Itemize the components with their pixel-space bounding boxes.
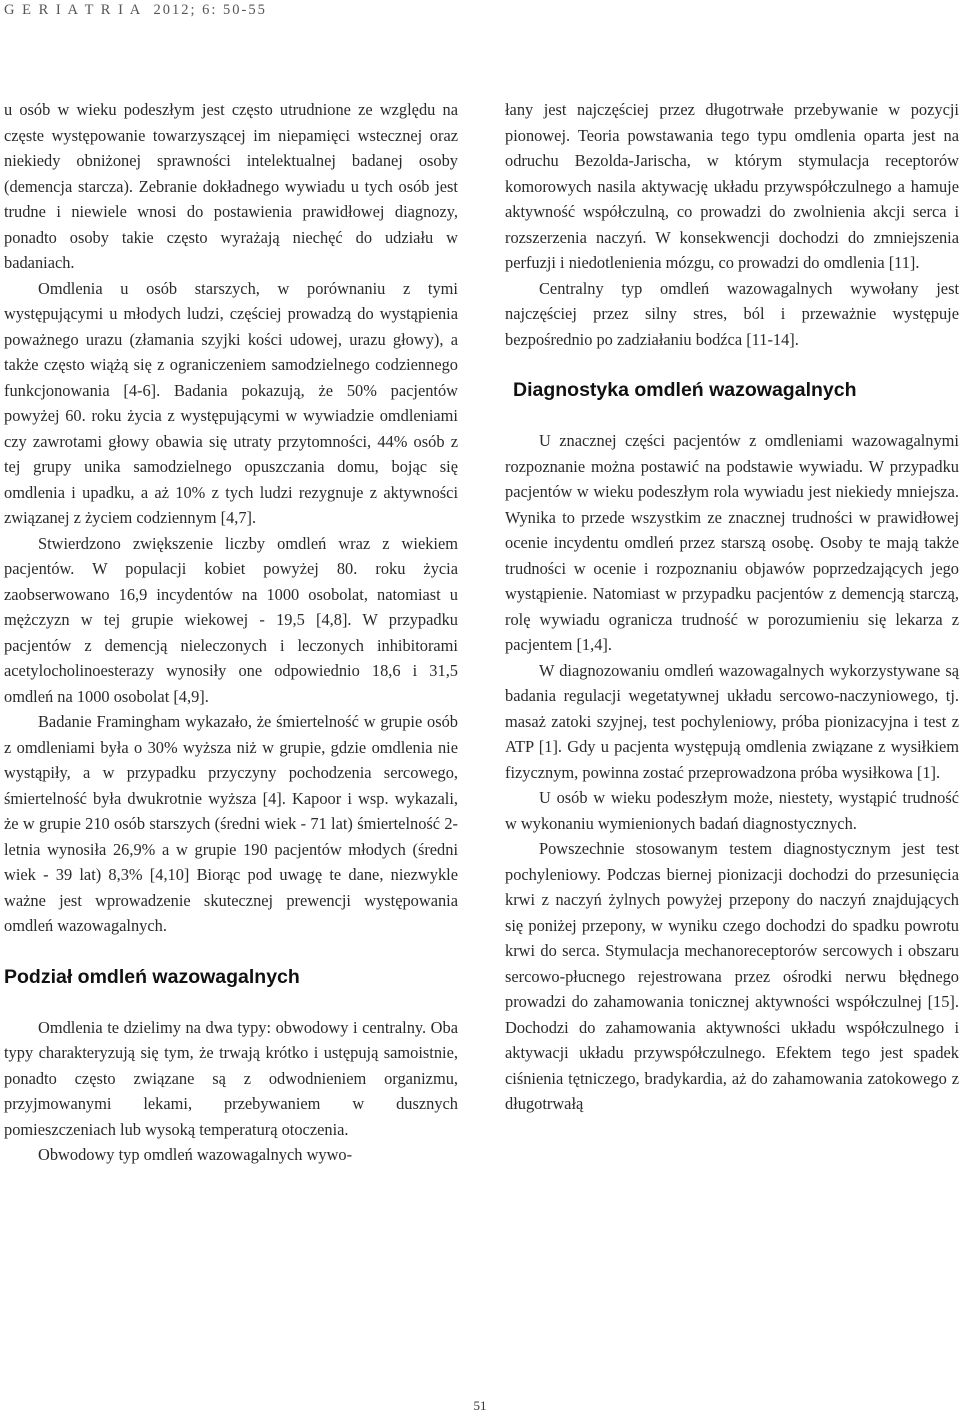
left-paragraph-3: Stwierdzono zwiększenie liczby omdleń wraz z wiekiem pacjentów. W populacji kobiet powyżej 80. roku życia zaobserwowano 16,9 incydentów na 1000 osobolat, natomiast u mężczyzn w tej grupie wiekowej - 19,5 [4,8]. W przypadku pacjentów z demencją nieleczonych i leczonych inhibitorami acetylocholinoesterazy wynosiły one odpowiednio 18,6 i 31,5 omdleń na 1000 osobolat [4,9]. xyxy=(4,533,458,706)
right-paragraph-2: Centralny typ omdleń wazowagalnych wywołany jest najczęściej przez silny stres, ból i przeważnie występuje bezpośrednio po zadziałaniu bodźca [11-14]. xyxy=(505,278,959,349)
section-heading-classification: Podział omdleń wazowagalnych xyxy=(4,965,300,988)
right-paragraph-6: Powszechnie stosowanym testem diagnostycznym jest test pochyleniowy. Podczas biernej pionizacji dochodzi do przesunięcia krwi z naczyń żylnych powyżej przepony do naczyń znajdujących się poniżej przepony, w wyniku czego dochodzi do spadku powrotu krwi do serca. Stymulacja mechanoreceptorów sercowych i obszaru sercowo-płucnego rejestrowana przez ośrodki nerwu błędnego prowadzi do zahamowania tonicznej aktywności współczulnej [15]. Dochodzi do zahamowania aktywności układu współczulnego i aktywacji układu przywspółczulnego. Efektem tego jest spadek ciśnienia tętniczego, bradykardia, aż do zahamowania zatokowego z długotrwałą xyxy=(505,839,959,1113)
right-paragraph-3: U znacznej części pacjentów z omdleniami wazowagalnymi rozpoznanie można postawić na podstawie wywiadu. W przypadku pacjentów w wieku podeszłym rola wywiadu jest niekiedy mniejsza. Wynika to przede wszystkim ze znacznej trudności w prawidłowej ocenie incydentu omdleń przez starszą osobę. Osoby te mają także trudności w ocenie i rozpoznaniu objawów poprzedzających jego wystąpienie. Natomiast w przypadku pacjentów z demencją starczą, rolę wywiadu ogranicza trudność w porozumieniu się lekarza z pacjentem [1,4]. xyxy=(505,431,959,654)
left-paragraph-5: Omdlenia te dzielimy na dwa typy: obwodowy i centralny. Oba typy charakteryzują się tym, że trwają krótko i ustępują samoistnie, ponadto często związane są z odwodnieniem organizmu, przyjmowanymi lekami, przebywaniem w dusznych pomieszczeniach lub wysoką temperaturą otoczenia. xyxy=(4,1017,458,1139)
right-paragraph-1: łany jest najczęściej przez długotrwałe przebywanie w pozycji pionowej. Teoria powstawania tego typu omdlenia oparta jest na odruchu Bezolda-Jarischa, w którym stymulacja receptorów komorowych nasila aktywację układu przywspółczulnego a hamuje aktywność współczulną, co prowadzi do zwolnienia akcji serca i rozszerzenia naczyń. W konsekwencji dochodzi do zmniejszenia perfuzji i niedotlenienia mózgu, co prowadzi do omdlenia [11]. xyxy=(505,100,959,272)
left-paragraph-2: Omdlenia u osób starszych, w porównaniu z tymi występującymi u młodych ludzi, częściej prowadzą do wystąpienia poważnego urazu (złamania szyjki kości udowej, urazu głowy), a także często wiążą się z ograniczeniem samodzielnego codziennego funkcjonowania [4-6]. Badania pokazują, że 50% pacjentów powyżej 60. roku życia z występującymi w wywiadzie omdleniami czy zawrotami głowy obawia się utraty przytomności, 44% osób z tej grupy unika samodzielnego opuszczania domu, bojąc się omdlenia i upadku, a aż 10% z tych ludzi rezygnuje z aktywności związanej z życiem codziennym [4,7]. xyxy=(4,278,458,527)
running-head xyxy=(4,0,267,20)
journal-name: G E R I A T R I A xyxy=(4,2,143,18)
page-number: 51 xyxy=(473,1398,487,1413)
right-column xyxy=(505,97,959,1117)
right-paragraph-4: W diagnozowaniu omdleń wazowagalnych wykorzystywane są badania regulacji wegetatywnej układu sercowo-naczyniowego, tj. masaż zatoki szyjnej, test pochyleniowy, próba pionizacyjna i test z ATP [1]. Gdy u pacjenta występują omdlenia związane z wysiłkiem fizycznym, powinna zostać przeprowadzona próba wysiłkowa [1]. xyxy=(505,660,959,782)
right-paragraph-5: U osób w wieku podeszłym może, niestety, wystąpić trudność w wykonaniu wymienionych badań diagnostycznych. xyxy=(505,788,959,833)
left-column xyxy=(4,97,458,1168)
left-paragraph-6: Obwodowy typ omdleń wazowagalnych wywo- xyxy=(38,1145,353,1164)
section-heading-diagnostics: Diagnostyka omdleń wazowagalnych xyxy=(513,379,857,401)
left-paragraph-1: u osób w wieku podeszłym jest często utrudnione ze względu na częste występowanie towarzyszącej im niepamięci wstecznej oraz niekiedy obniżonej sprawności intelektualnej badanej osoby (demencja starcza). Zebranie dokładnego wywiadu u tych osób jest trudne i niewiele wnosi do postawienia prawidłowej diagnozy, ponadto osoby takie często wyrażają niechęć do udziału w badaniach. xyxy=(4,100,458,272)
journal-citation: 2012; 6: 50-55 xyxy=(153,2,267,18)
left-paragraph-4: Badanie Framingham wykazało, że śmiertelność w grupie osób z omdleniami była o 30% wyższa niż w grupie, gdzie omdlenia nie wystąpiły, a w przypadku przyczyny pochodzenia sercowego, śmiertelność była dwukrotnie wyższa [4]. Kapoor i wsp. wykazali, że w grupie 210 osób starszych (średni wiek - 71 lat) śmiertelność 2-letnia wynosiła 26,9% a w grupie 190 pacjentów młodych (średni wiek - 39 lat) 8,3% [4,10] Biorąc pod uwagę te dane, niezwykle ważne jest wprowadzenie skutecznej prewencji występowania omdleń wazowagalnych. xyxy=(4,712,458,935)
